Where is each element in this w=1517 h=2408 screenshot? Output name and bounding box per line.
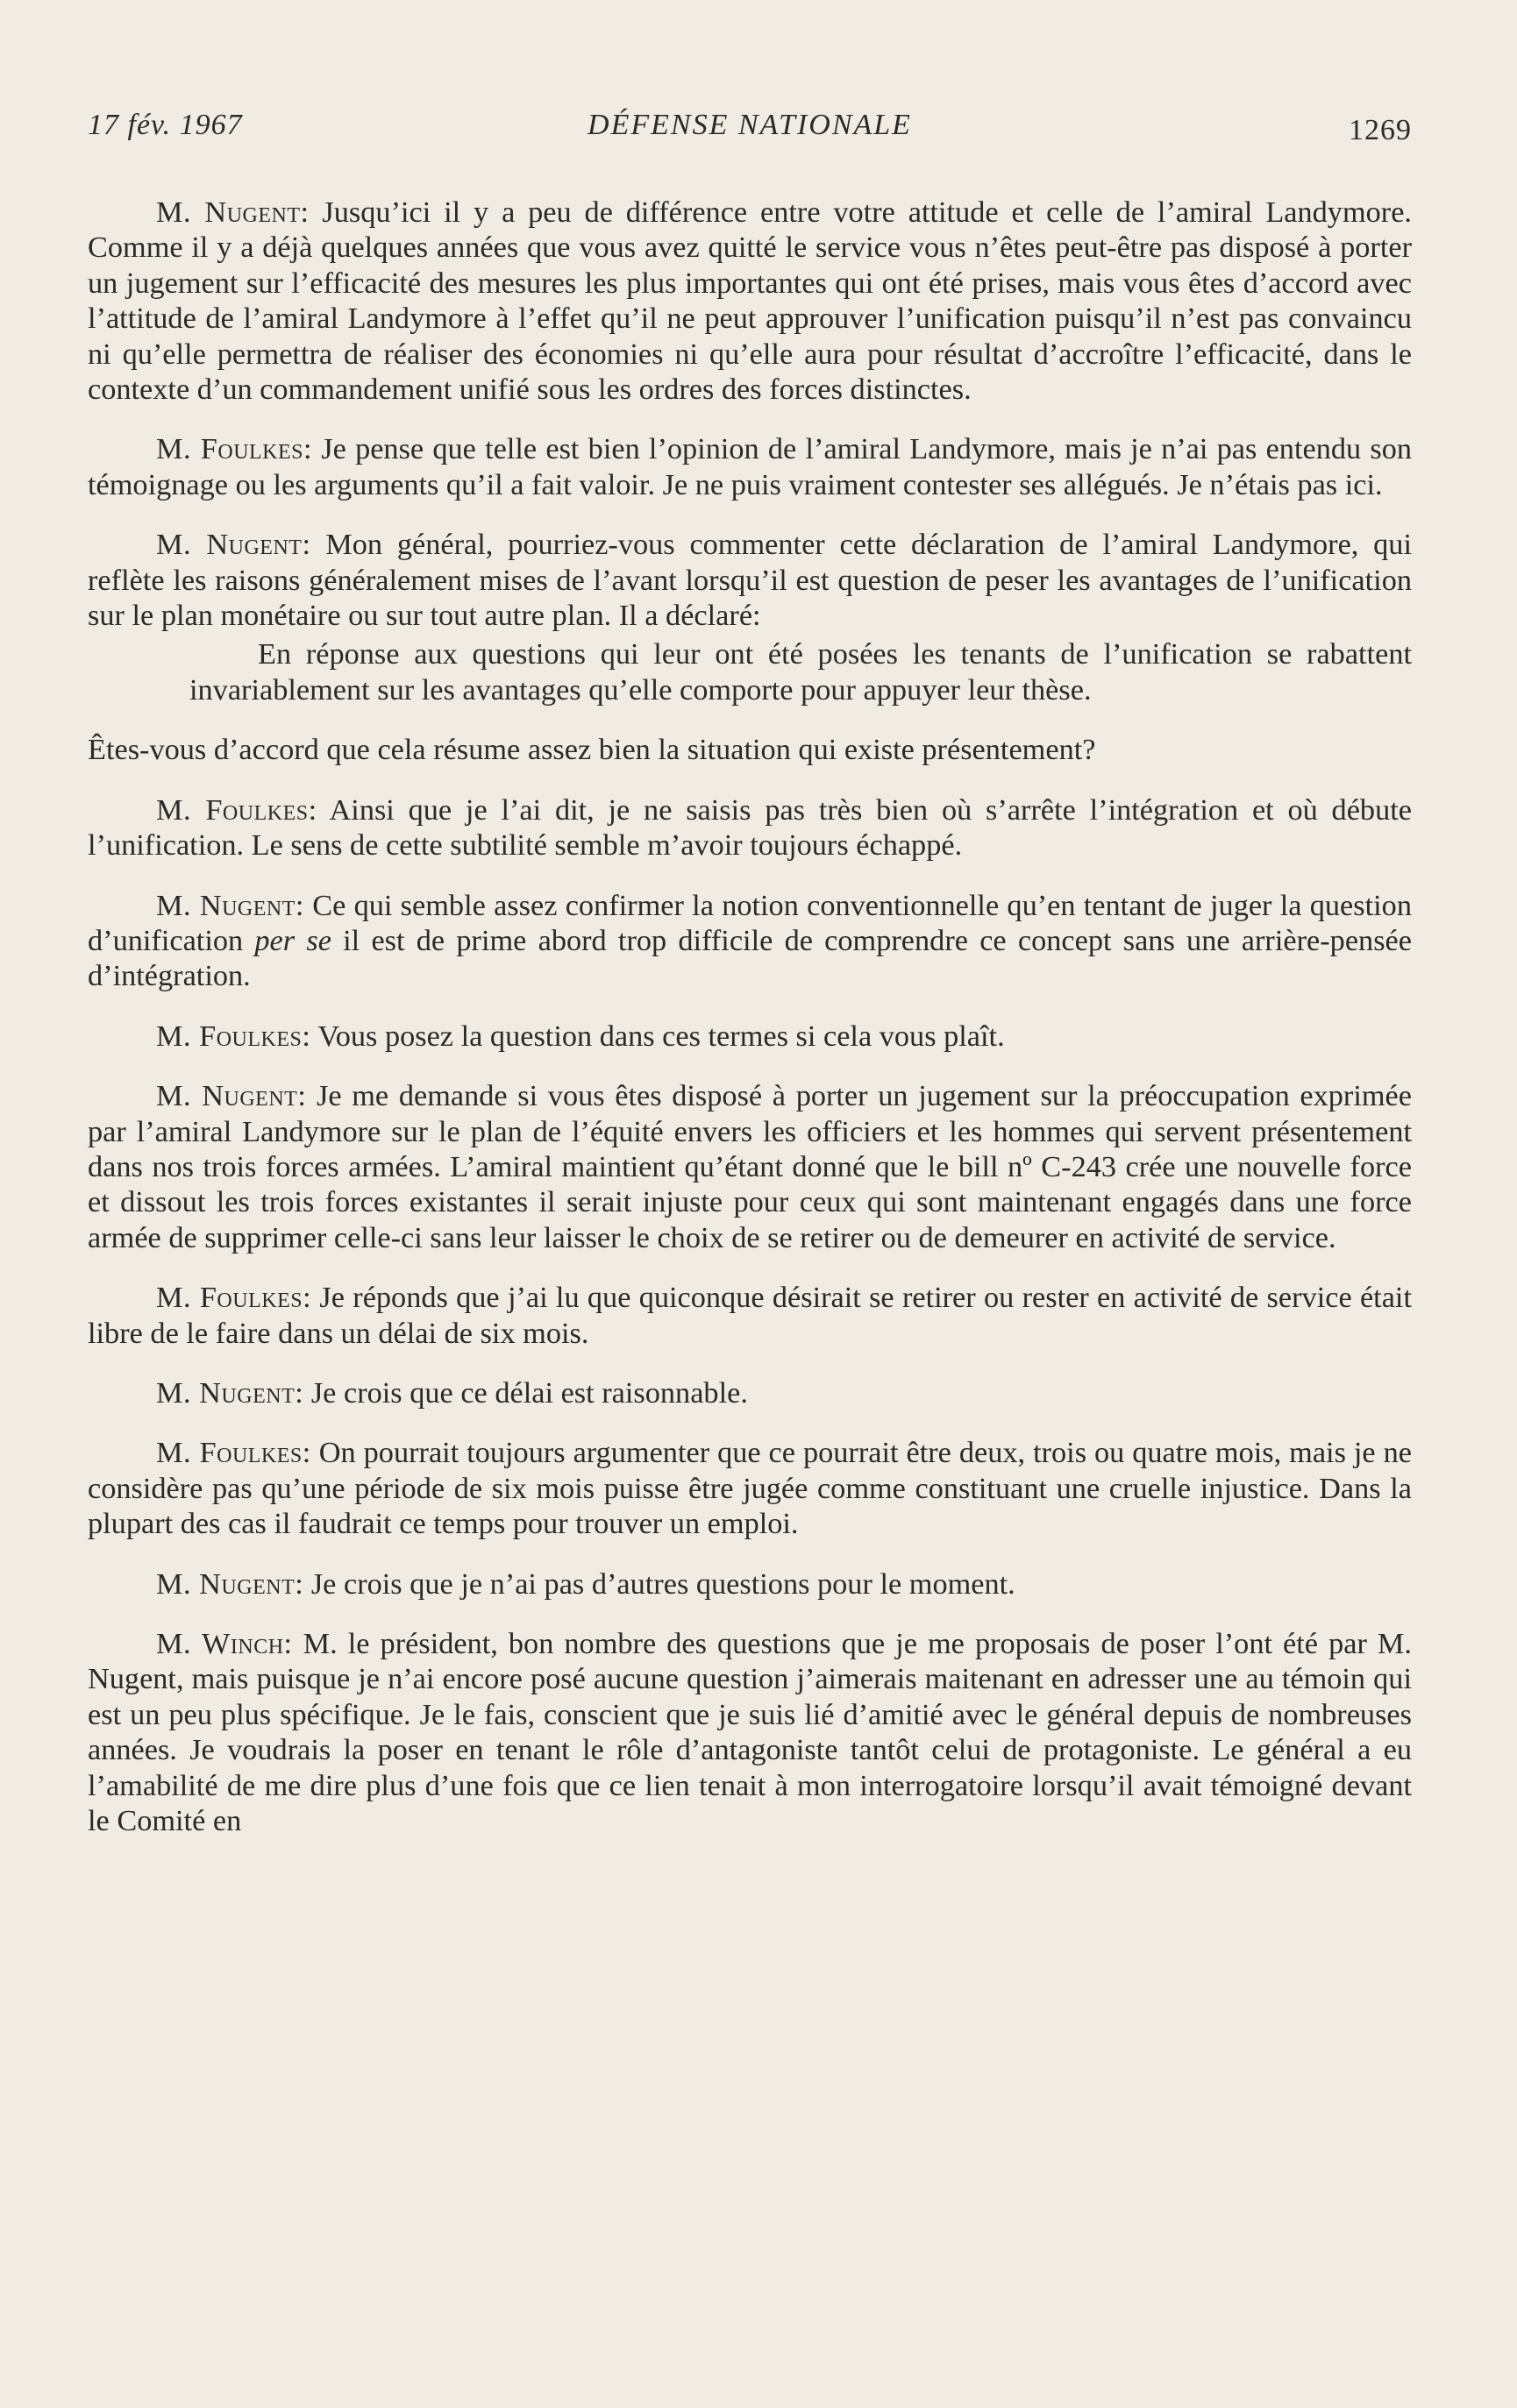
paragraph-text: Vous posez la question dans ces termes si cela vous plaît. — [310, 1019, 1005, 1053]
paragraph-13 — [88, 1566, 1412, 1602]
speaker-label: M. Foulkes: — [156, 432, 313, 466]
paragraph-14 — [88, 1626, 1412, 1838]
paragraph-text: Mon général, pourriez-vous commenter cette déclaration de l’amiral Landymore, qui reflète les raisons généralement mises de l’avant lorsqu’il est question de peser les avantages de l’unification sur le plan monétaire ou sur tout autre plan. Il a déclaré: — [88, 528, 1412, 633]
paragraph-text: Je crois que je n’ai pas d’autres questions pour le moment. — [303, 1566, 1015, 1601]
header-title: DÉFENSE NATIONALE — [588, 109, 912, 141]
block-quote: En réponse aux questions qui leur ont été posées les tenants de l’unification se rabattent invariablement sur les avantages qu’elle comporte pour appuyer leur thèse. — [189, 637, 1412, 707]
speaker-label: M. Foulkes: — [156, 1436, 311, 1470]
italic-term: per se — [254, 923, 331, 957]
paragraph-6 — [88, 792, 1412, 863]
document-body — [88, 195, 1412, 1838]
paragraph-text: Je pense que telle est bien l’opinion de l’amiral Landymore, mais je n’ai pas entendu son témoignage ou les arguments qu’il a fait valoir. Je ne puis vraiment contester ses allégués. Je n’étais pas ici. — [88, 432, 1412, 501]
paragraph-10 — [88, 1280, 1412, 1351]
paragraph-8 — [88, 1019, 1412, 1054]
paragraph-5: Êtes-vous d’accord que cela résume assez bien la situation qui existe présentement? — [88, 733, 1096, 767]
speaker-label: M. Nugent: — [156, 1566, 304, 1601]
page-header — [88, 96, 1412, 149]
paragraph-text: Je réponds que j’ai lu que quiconque désirait se retirer ou rester en activité de service était libre de le faire dans un délai de six mois. — [88, 1281, 1412, 1350]
paragraph-text: Je me demande si vous êtes disposé à porter un jugement sur la préoccupation exprimée par l’amiral Landymore sur le plan de l’équité envers les officiers et les hommes qui servent présentement dans nos trois forces armées. L’amiral maintient qu’étant donné que le bill nº C-243 crée une nouvelle force et dissout les trois forces existantes il serait injuste pour ceux qui sont maintenant engagés dans une force armée de supprimer celle-ci sans leur laisser le choix de se retirer ou de demeurer en activité de service. — [88, 1079, 1412, 1254]
paragraph-text: il est de prime abord trop difficile de comprendre ce concept sans une arrière-pensée d’intégration. — [88, 923, 1412, 993]
page-number: 1269 — [1349, 114, 1412, 146]
speaker-label: M. Nugent: — [156, 888, 304, 922]
paragraph-text: Ainsi que je l’ai dit, je ne saisis pas très bien où s’arrête l’intégration et où débute l’unification. Le sens de cette subtilité semble m’avoir toujours échappé. — [88, 792, 1412, 863]
paragraph-12 — [88, 1435, 1412, 1541]
paragraph-9 — [88, 1078, 1412, 1255]
paragraph-text: Ce qui semble assez confirmer la notion conventionnelle qu’en tentant de juger la question d’unification — [88, 888, 1412, 957]
speaker-label: M. Foulkes: — [156, 792, 317, 827]
paragraph-text: Jusqu’ici il y a peu de différence entre votre attitude et celle de l’amiral Landymore. Comme il y a déjà quelques années que vous avez quitté le service vous n’êtes peut-être pas disposé à porter un jugement sur l’efficacité des mesures les plus importantes qui ont été prises, mais vous êtes d’accord avec l’attitude de l’amiral Landymore à l’effet qu’il ne peut approuver l’unification puisqu’il n’est pas convaincu ni qu’elle permettra de réaliser des économies ni qu’elle aura pour résultat d’accroître l’efficacité, dans le contexte d’un commandement unifié sous les ordres des forces distinctes. — [88, 195, 1412, 407]
paragraph-2 — [88, 431, 1412, 502]
paragraph-text: M. le président, bon nombre des questions que je me proposais de poser l’ont été par M. Nugent, mais puisque je n’ai encore posé aucune question j’aimerais maitenant en adresser une au témoin qui est un peu plus spécifique. Je le fais, conscient que je suis lié d’amitié avec le général depuis de nombreuses années. Je voudrais la poser en tenant le rôle d’antagoniste tantôt celui de protagoniste. Le général a eu l’amabilité de me dire plus d’une fois que ce lien tenait à mon interrogatoire lorsqu’il avait témoigné devant le Comité en — [88, 1627, 1412, 1838]
speaker-label: M. Foulkes: — [156, 1281, 312, 1315]
speaker-label: M. Nugent: — [156, 1079, 307, 1113]
paragraph-text: On pourrait toujours argumenter que ce pourrait être deux, trois ou quatre mois, mais je ne considère pas qu’une période de six mois puisse être jugée comme constituant une cruelle injustice. Dans la plupart des cas il faudrait ce temps pour trouver un emploi. — [88, 1436, 1412, 1541]
speaker-label: M. Foulkes: — [156, 1019, 311, 1053]
header-date: 17 fév. 1967 — [88, 109, 243, 141]
speaker-label: M. Winch: — [156, 1627, 293, 1660]
paragraph-3 — [88, 527, 1412, 633]
paragraph-7 — [88, 888, 1412, 994]
paragraph-11 — [88, 1375, 1412, 1410]
speaker-label: M. Nugent: — [156, 1375, 304, 1410]
speaker-label: M. Nugent: — [156, 528, 311, 562]
paragraph-text: Je crois que ce délai est raisonnable. — [303, 1375, 748, 1410]
paragraph-1 — [88, 195, 1412, 407]
speaker-label: M. Nugent: — [156, 195, 310, 229]
